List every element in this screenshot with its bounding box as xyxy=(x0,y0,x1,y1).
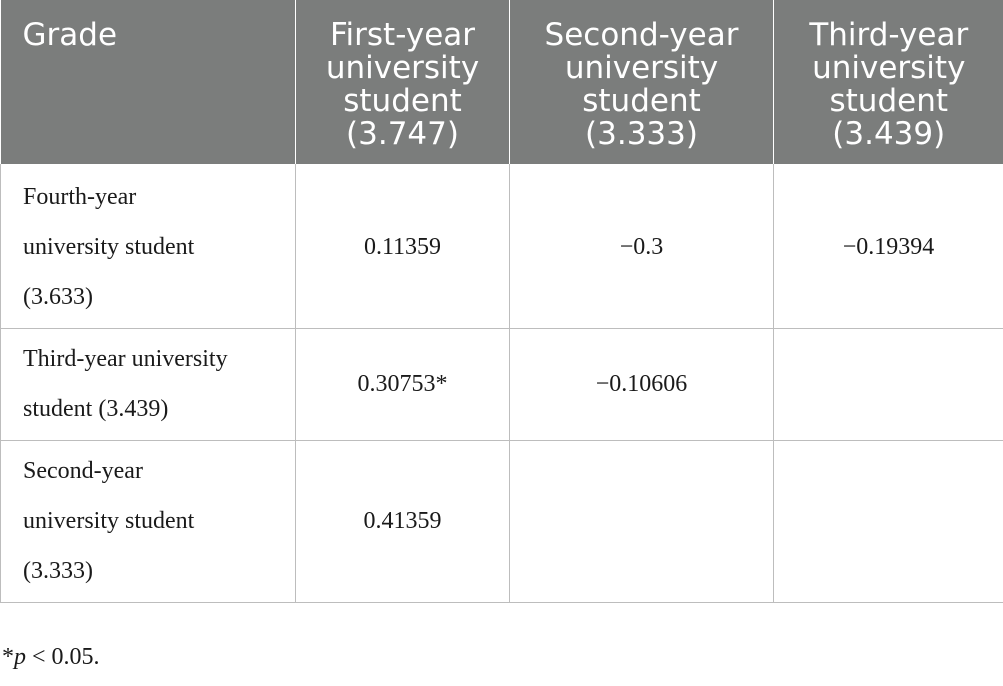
row-label-line: student (3.439) xyxy=(23,396,169,422)
row-label-line: Fourth-year xyxy=(23,183,137,210)
header-line: Second-year xyxy=(544,17,739,53)
header-line: student xyxy=(343,83,462,119)
header-grade xyxy=(1,0,296,164)
header-second-year xyxy=(510,0,774,164)
cell-value: 0.11359 xyxy=(296,164,510,328)
header-line: student xyxy=(829,83,948,119)
cell-value: 0.41359 xyxy=(296,440,510,602)
header-line: university xyxy=(325,50,480,86)
cell-value: −0.3 xyxy=(510,164,774,328)
header-line: (3.333) xyxy=(585,116,698,152)
header-first-year xyxy=(296,0,510,164)
header-line: First-year xyxy=(329,17,476,53)
header-line: student xyxy=(582,83,701,119)
row-label-second-year xyxy=(1,440,296,602)
footnote-star: * xyxy=(2,644,14,670)
footnote xyxy=(2,644,100,671)
table-row xyxy=(1,328,1003,440)
cell-value: 0.30753* xyxy=(296,328,510,440)
header-third-year xyxy=(774,0,1003,164)
header-line: (3.439) xyxy=(832,116,946,152)
footnote-text: < 0.05. xyxy=(26,644,100,670)
cell-empty xyxy=(510,440,774,602)
header-line: Third-year xyxy=(809,17,969,53)
row-label-line: university student xyxy=(23,508,195,534)
cell-empty xyxy=(774,328,1003,440)
row-label-line: Third-year university xyxy=(23,346,228,372)
row-label-line: university student xyxy=(23,233,195,260)
row-label-third-year xyxy=(1,328,296,440)
table-row xyxy=(1,164,1003,328)
header-line: university xyxy=(564,50,719,86)
row-label-fourth-year xyxy=(1,164,296,328)
row-label-line: (3.633) xyxy=(23,283,93,310)
cell-empty xyxy=(774,440,1003,602)
cell-value: −0.19394 xyxy=(774,164,1003,328)
header-grade-line: Grade xyxy=(22,17,118,53)
table-header xyxy=(1,0,1003,164)
row-label-line: (3.333) xyxy=(23,558,93,584)
row-label-line: Second-year xyxy=(23,458,143,484)
footnote-p: p xyxy=(14,644,26,670)
table-row xyxy=(1,440,1003,602)
header-line: (3.747) xyxy=(346,116,459,152)
cell-value: −0.10606 xyxy=(510,328,774,440)
header-line: university xyxy=(812,50,966,86)
table-body xyxy=(1,164,1003,602)
